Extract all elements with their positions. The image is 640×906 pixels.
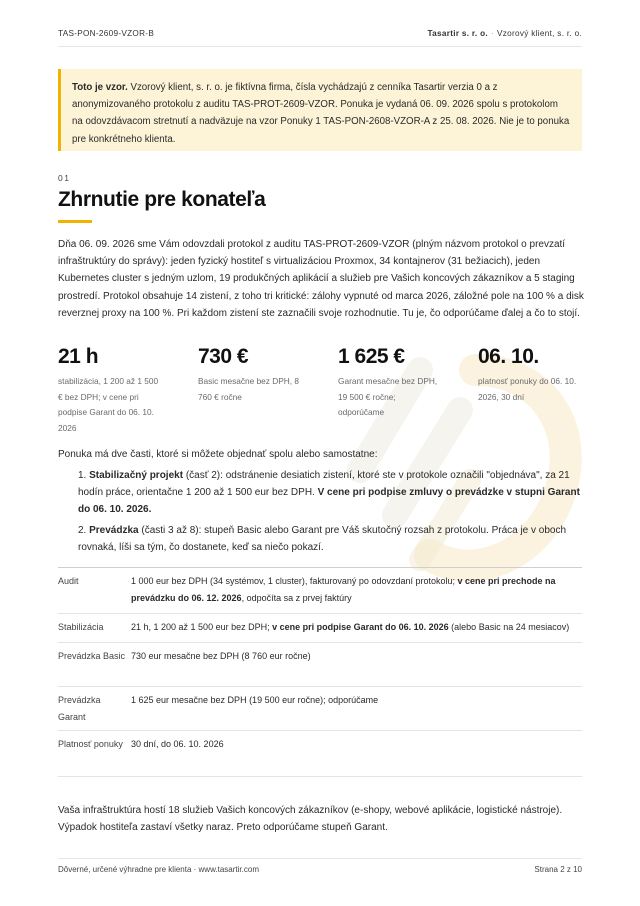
table-row <box>58 643 582 687</box>
kpi-value: 21 h <box>58 345 99 368</box>
row-value: 730 eur mesačne bez DPH (8 760 eur ročne) <box>131 651 311 661</box>
table-row <box>58 687 582 731</box>
kpi-note: stabilizácia, 1 200 až 1 500 € bez DPH; v cene pri podpise Garant do 06. 10. 2026 <box>58 376 159 433</box>
kpi-note: Basic mesačne bez DPH, 8 760 € ročne <box>198 376 299 402</box>
intro-paragraph: Dňa 06. 09. 2026 sme Vám odovzdali protokol z auditu TAS-PROT-2609-VZOR (plným názvom protokol o prevzatí infraštruktúry do správy): jeden fyzický hostiteľ s virtualizáciou Proxmox, 34 kontajnerov (31 bežiacich), jeden Kubernetes cluster s jedným uzlom, 19 produkčných aplikácií a služieb pre Vašich koncových zákazníkov a 5 staging prostredí. Protokol obsahuje 14 zistení, z toho tri kritické: zálohy vypnuté od marca 2026, záložné pole na 100 % a disk reverznej proxy na 100 %. Pri každom zistení ste zaznačili svoje rozhodnutie. Tu je, čo odporúčame ďalej a čo to stojí. <box>58 239 584 319</box>
list-item <box>78 467 584 519</box>
table-row <box>58 731 582 777</box>
list-number: 2. <box>78 524 87 536</box>
row-value: 21 h, 1 200 až 1 500 eur bez DPH; v cene pri podpise Garant do 06. 10. 2026 (alebo Basic na 24 mesiacov) <box>131 622 570 632</box>
client-name: Vzorový klient, s. r. o. <box>496 29 582 38</box>
list-item <box>78 522 584 556</box>
row-label: Prevádzka Garant <box>58 695 101 722</box>
list-number: 1. <box>78 470 87 481</box>
table-row <box>58 614 582 643</box>
company-name: Tasartir s. r. o. <box>427 29 488 38</box>
row-value: 30 dní, do 06. 10. 2026 <box>131 739 224 749</box>
row-label: Platnosť ponuky <box>58 739 123 749</box>
section-number: 01 <box>58 173 71 183</box>
kpi-note: platnosť ponuky do 06. 10. 2026, 30 dní <box>478 376 577 402</box>
kpi-row <box>58 342 582 442</box>
header-separator: · <box>490 29 494 38</box>
footer-divider <box>58 858 582 859</box>
header-divider <box>58 46 582 47</box>
row-label: Stabilizácia <box>58 622 104 632</box>
table-row <box>58 568 582 614</box>
kpi-stabilization <box>58 342 162 436</box>
list-item-text: (časť 2): odstránenie desiatich zistení, ktoré ste v protokole označili "objednáva", za 21 hodín práce, orientačne 1 200 až 1 500 eur bez DPH. <box>78 470 570 499</box>
page-number: Strana 2 z 10 <box>534 865 582 874</box>
kpi-value: 730 € <box>198 345 249 368</box>
title-accent-bar <box>58 220 92 223</box>
row-label: Audit <box>58 576 79 586</box>
list-item-highlight: V cene pri podpise zmluvy o prevádzke v stupni Garant do 06. 10. 2026. <box>78 487 580 516</box>
kpi-value: 1 625 € <box>338 345 405 368</box>
summary-table <box>58 567 582 777</box>
offer-parts-intro: Ponuka má dve časti, ktoré si môžete objednať spolu alebo samostatne: <box>58 449 378 460</box>
offer-parts-list <box>78 467 584 559</box>
page-header <box>58 29 582 43</box>
document-id: TAS-PON-2609-VZOR-B <box>58 29 155 38</box>
row-value: 1 000 eur bez DPH (34 systémov, 1 cluster), fakturovaný po odovzdaní protokolu; v cene pri prechode na prevádzku do 06. 12. 2026, odpočíta sa z prvej faktúry <box>131 576 556 603</box>
row-value: 1 625 eur mesačne bez DPH (19 500 eur ročne); odporúčame <box>131 695 379 705</box>
kpi-garant <box>338 342 442 421</box>
list-item-title: Stabilizačný projekt <box>89 470 184 481</box>
footer-confidential: Dôverné, určené výhradne pre klienta · www.tasartir.com <box>58 865 259 874</box>
kpi-note: Garant mesačne bez DPH, 19 500 € ročne; odporúčame <box>338 376 438 417</box>
closing-paragraph: Vaša infraštruktúra hostí 18 služieb Vašich koncových zákazníkov (e-shopy, webové aplikácie, logistické nástroje). Výpadok hostiteľa zastaví všetky naraz. Preto odporúčame stupeň Garant. <box>58 805 563 834</box>
notice-lead: Toto je vzor. <box>72 82 128 93</box>
row-label: Prevádzka Basic <box>58 651 126 661</box>
sample-notice <box>58 69 582 151</box>
list-item-title: Prevádzka <box>89 524 139 536</box>
kpi-value: 06. 10. <box>478 345 539 368</box>
kpi-validity <box>478 342 582 405</box>
kpi-basic <box>198 342 302 405</box>
notice-text: Vzorový klient, s. r. o. je fiktívna firma, čísla vychádzajú z cenníka Tasartir verzia 0 a z anonymizovaného protokolu z auditu TAS-PROT-2609-VZOR. Ponuka je vydaná 06. 09. 2026 spolu s protokolom na odovzdávacom stretnutí a nadväzuje na vzor Ponuky 1 TAS-PON-2608-VZOR-A z 25. 08. 2026. Nie je to ponuka pre konkrétneho klienta. <box>72 82 570 145</box>
list-item-text: (časti 3 až 8): stupeň Basic alebo Garant pre Váš skutočný rozsah z protokolu. Práca je v oboch rovnaká, líši sa tým, čo dostanete, keď sa niečo pokazí. <box>78 524 567 553</box>
section-title: Zhrnutie pre konateľa <box>58 188 266 211</box>
header-company <box>427 29 582 38</box>
